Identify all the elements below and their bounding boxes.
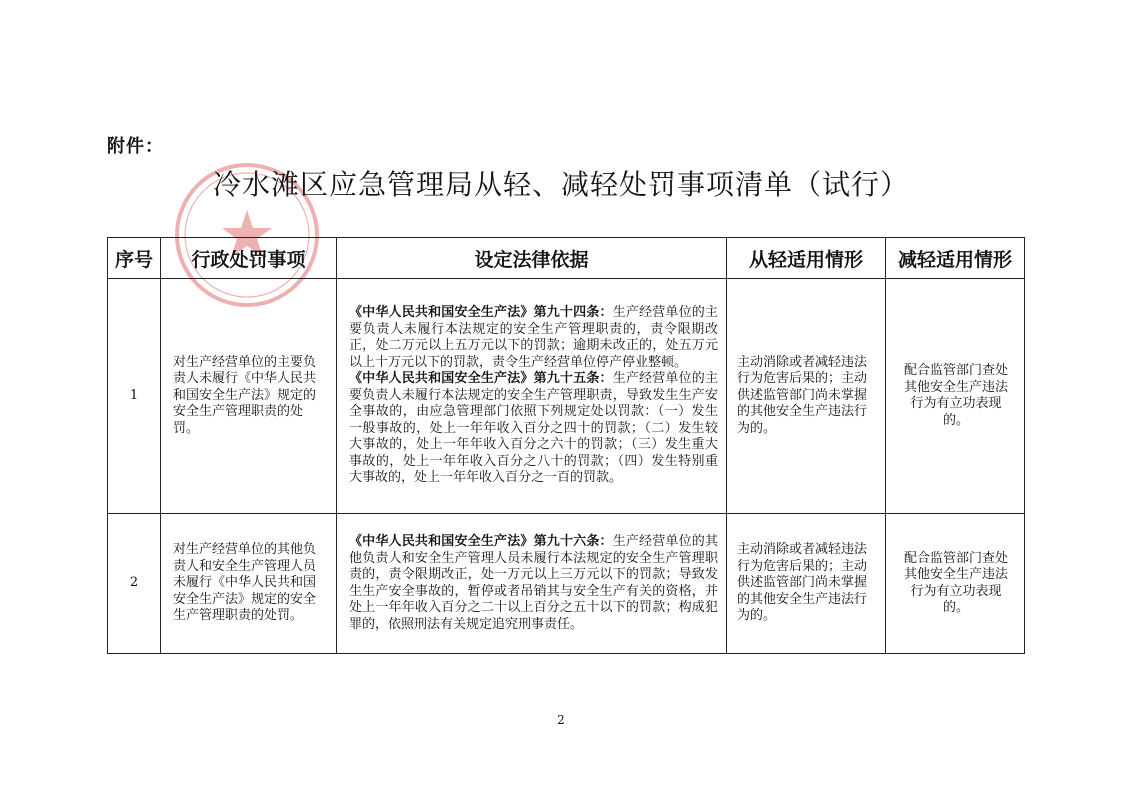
legal-basis (337, 514, 727, 654)
law-paragraph (349, 534, 718, 633)
penalty-table (107, 237, 1025, 654)
col-header-no: 序号 (108, 238, 161, 279)
table-header-row (108, 238, 1025, 279)
attachment-label: 附件： (107, 136, 164, 157)
law-article-text: 生产经营单位的主要负责人未履行本法规定的安全生产管理职责，导致发生生产安全事故的，由应急管理部门依照下列规定处以罚款：（一）发生一般事故的，处上一年年收入百分之四十的罚款；（二）发生较大事故的，处上一年年收入百分之六十的罚款；（三）发生重大事故的，处上一年年收入百分之八十的罚款；（四）发生特别重大事故的，处上一年年收入百分之一百的罚款。 (349, 371, 718, 486)
penalty-item: 对生产经营单位的主要负责人未履行《中华人民共和国安全生产法》规定的安全生产管理职责的处罚。 (161, 279, 337, 514)
col-header-item: 行政处罚事项 (161, 238, 337, 279)
law-article-heading: 《中华人民共和国安全生产法》第九十六条： (349, 534, 613, 549)
law-paragraph (349, 305, 718, 371)
table-row (108, 514, 1025, 654)
col-header-lighter: 从轻适用情形 (727, 238, 886, 279)
law-article-heading: 《中华人民共和国安全生产法》第九十五条： (349, 371, 613, 387)
penalty-item: 对生产经营单位的其他负责人和安全生产管理人员未履行《中华人民共和国安全生产法》规定的安全生产管理职责的处罚。 (161, 514, 337, 654)
law-paragraph (349, 371, 718, 487)
row-number: 1 (108, 279, 161, 514)
document-title: 冷水滩区应急管理局从轻、减轻处罚事项清单（试行） (212, 168, 909, 201)
reduced-penalty-conditions: 配合监管部门查处其他安全生产违法行为有立功表现的。 (886, 279, 1025, 514)
reduced-penalty-conditions: 配合监管部门查处其他安全生产违法行为有立功表现的。 (886, 514, 1025, 654)
legal-basis (337, 279, 727, 514)
col-header-reduced: 减轻适用情形 (886, 238, 1025, 279)
page-number: 2 (557, 713, 565, 727)
lighter-penalty-conditions: 主动消除或者减轻违法行为危害后果的；主动供述监管部门尚未掌握的其他安全生产违法行为的。 (727, 279, 886, 514)
law-article-text: 生产经营单位的主要负责人未履行本法规定的安全生产管理职责的，责令限期改正，处二万元以上五万元以下的罚款；逾期未改正的，处五万元以上十万元以下的罚款，责令生产经营单位停产停业整顿。 (349, 305, 718, 370)
law-article-text: 生产经营单位的其他负责人和安全生产管理人员未履行本法规定的安全生产管理职责的，责令限期改正，处一万元以上三万元以下的罚款；导致发生生产安全事故的，暂停或者吊销其与安全生产有关的资格，并处上一年年收入百分之二十以上百分之五十以下的罚款；构成犯罪的，依照刑法有关规定追究刑事责任。 (349, 534, 718, 632)
law-article-heading: 《中华人民共和国安全生产法》第九十四条： (349, 305, 613, 321)
col-header-law: 设定法律依据 (337, 238, 727, 279)
lighter-penalty-conditions: 主动消除或者减轻违法行为危害后果的；主动供述监管部门尚未掌握的其他安全生产违法行为的。 (727, 514, 886, 654)
row-number: 2 (108, 514, 161, 654)
table-row (108, 279, 1025, 514)
